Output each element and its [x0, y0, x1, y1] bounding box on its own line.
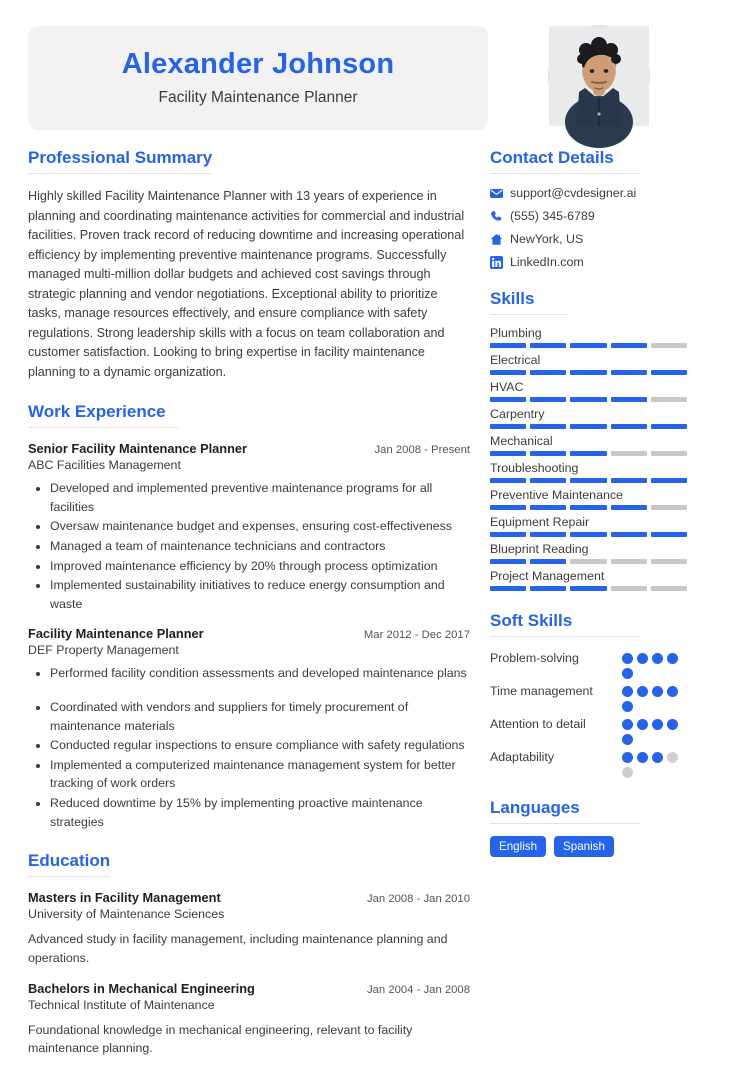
- bullet-item: • Oversaw maintenance budget and expenses, ensuring cost-effectiveness: [50, 517, 470, 536]
- soft-skill-row: [490, 714, 704, 745]
- skill-level-bar: [490, 586, 687, 591]
- soft-skill-dot: [652, 752, 663, 763]
- skill-bar-segment: [570, 343, 606, 348]
- skill-level-bar: [490, 478, 687, 483]
- skill-bar-segment: [490, 343, 526, 348]
- skill-bar-segment: [530, 451, 566, 456]
- skill-level-bar: [490, 424, 687, 429]
- entry-description: Advanced study in facility management, including maintenance planning and operations.: [28, 932, 448, 965]
- skill-bar-segment: [611, 424, 647, 429]
- soft-skill-dot: [667, 653, 678, 664]
- soft-skill-dot: [652, 653, 663, 664]
- linkedin-icon: [490, 256, 510, 269]
- skill-name: Electrical: [490, 353, 541, 367]
- skill-bar-segment: [611, 478, 647, 483]
- entry-title: Masters in Facility Management: [28, 890, 221, 906]
- entry-date: Mar 2012 - Dec 2017: [363, 629, 470, 642]
- soft-skill-dot: [622, 686, 633, 697]
- language-pill: Spanish: [554, 836, 614, 857]
- soft-skill-dot: [622, 734, 633, 745]
- section-heading-contact: Contact Details: [490, 148, 640, 174]
- bullet-item: • Implemented sustainability initiatives to reduce energy consumption and waste: [50, 576, 470, 613]
- skill-bar-segment: [490, 424, 526, 429]
- education-entry-list: [28, 890, 470, 1057]
- skill-bar-segment: [490, 586, 526, 591]
- skill-bar-segment: [570, 451, 606, 456]
- home-icon: [490, 233, 510, 246]
- entry-organization: Technical Institute of Maintenance: [28, 997, 215, 1012]
- entry-organization: DEF Property Management: [28, 643, 179, 658]
- skill-bar-segment: [570, 586, 606, 591]
- avatar: [549, 26, 649, 126]
- section-heading-work-experience: Work Experience: [28, 402, 178, 428]
- soft-skills-list: [490, 648, 704, 778]
- skill-bar-segment: [530, 505, 566, 510]
- skill-bar-segment: [570, 559, 606, 564]
- contact-list: [490, 186, 704, 269]
- entry-header: [28, 981, 470, 996]
- entry-bullet-list: [28, 479, 470, 613]
- sidebar-column: [490, 148, 704, 1078]
- entry-date: Jan 2004 - Jan 2008: [366, 983, 470, 996]
- skill-bar-segment: [651, 424, 687, 429]
- skill-name: Equipment Repair: [490, 515, 590, 529]
- main-column: [28, 148, 490, 1078]
- skill-bar-segment: [651, 397, 687, 402]
- skill-row: [490, 488, 704, 510]
- section-heading-education: Education: [28, 851, 110, 877]
- entry-header: [28, 626, 470, 641]
- resume-header: [0, 0, 730, 130]
- bullet-item: • Developed and implemented preventive maintenance programs for all facilities: [50, 479, 470, 516]
- contact-item[interactable]: [490, 209, 704, 223]
- skill-bar-segment: [570, 478, 606, 483]
- section-skills: [490, 289, 704, 591]
- soft-skill-dot: [622, 719, 633, 730]
- soft-skill-name: Adaptability: [490, 750, 555, 764]
- skill-bar-segment: [530, 424, 566, 429]
- skill-bar-segment: [611, 532, 647, 537]
- soft-skill-row: [490, 681, 704, 712]
- skill-name: Plumbing: [490, 326, 542, 340]
- work-entry: [28, 626, 470, 831]
- soft-skill-name: Problem-solving: [490, 651, 579, 665]
- skill-bar-segment: [530, 478, 566, 483]
- entry-header: [28, 441, 470, 456]
- skill-name: Mechanical: [490, 434, 553, 448]
- entry-title: Senior Facility Maintenance Planner: [28, 441, 248, 457]
- skill-row: [490, 515, 704, 537]
- bullet-item: • Conducted regular inspections to ensure compliance with safety regulations: [50, 736, 470, 755]
- skill-bar-segment: [611, 559, 647, 564]
- soft-skill-dots: [622, 681, 690, 712]
- entry-description: Foundational knowledge in mechanical engineering, relevant to facility maintenance planning.: [28, 1022, 413, 1056]
- bullet-item: • Performed facility condition assessments and developed maintenance plans: [50, 664, 470, 683]
- soft-skill-name: Attention to detail: [490, 717, 586, 731]
- skill-bar-segment: [611, 397, 647, 402]
- skill-row: [490, 326, 704, 348]
- skill-name: Blueprint Reading: [490, 542, 589, 556]
- skill-bar-segment: [490, 478, 526, 483]
- soft-skill-dot: [622, 701, 633, 712]
- skill-bar-segment: [530, 586, 566, 591]
- skill-name: HVAC: [490, 380, 524, 394]
- contact-item[interactable]: [490, 255, 704, 269]
- section-education: [28, 851, 470, 1057]
- skills-list: [490, 326, 704, 591]
- contact-value: NewYork, US: [510, 232, 584, 246]
- skill-bar-segment: [611, 370, 647, 375]
- contact-value: (555) 345-6789: [510, 209, 595, 223]
- skill-name: Carpentry: [490, 407, 545, 421]
- soft-skill-dot: [637, 752, 648, 763]
- skill-bar-segment: [490, 370, 526, 375]
- skill-bar-segment: [611, 343, 647, 348]
- skill-level-bar: [490, 451, 687, 456]
- skill-row: [490, 461, 704, 483]
- skill-bar-segment: [490, 559, 526, 564]
- skill-bar-segment: [570, 505, 606, 510]
- soft-skill-dot: [622, 767, 633, 778]
- soft-skill-dot: [622, 668, 633, 679]
- entry-title: Facility Maintenance Planner: [28, 626, 204, 642]
- skill-row: [490, 542, 704, 564]
- summary-text: Highly skilled Facility Maintenance Planner with 13 years of experience in planning and coordinating maintenance activities for commercial and industrial facilities. Proven track record of reducing downtime and increasing operational efficiency by implementing preventive maintenance programs. Successfully managed multi-million dollar budgets and achieved cost savings through strategic planning and vendor negotiations. Exceptional ability to prioritize tasks, manage resources effectively, and ensure compliance with safety regulations. Strong leadership skills with a focus on team collaboration and customer satisfaction. Looking to bring expertise in facility maintenance planning to a dynamic organization.: [28, 189, 465, 379]
- skill-row: [490, 407, 704, 429]
- entry-date: Jan 2008 - Jan 2010: [366, 893, 470, 906]
- skill-bar-segment: [651, 478, 687, 483]
- section-contact-details: [490, 148, 704, 269]
- skill-bar-segment: [611, 586, 647, 591]
- skill-row: [490, 380, 704, 402]
- name-card: [28, 26, 488, 130]
- skill-bar-segment: [611, 505, 647, 510]
- skill-level-bar: [490, 559, 687, 564]
- skill-bar-segment: [570, 532, 606, 537]
- skill-bar-segment: [570, 424, 606, 429]
- skill-bar-segment: [651, 586, 687, 591]
- contact-item[interactable]: [490, 232, 704, 246]
- language-list: [490, 836, 704, 857]
- section-languages: [490, 798, 704, 857]
- soft-skill-dot: [637, 686, 648, 697]
- skill-bar-segment: [530, 397, 566, 402]
- skill-bar-segment: [490, 532, 526, 537]
- skill-level-bar: [490, 370, 687, 375]
- job-title: Facility Maintenance Planner: [158, 89, 358, 107]
- bullet-item: • Reduced downtime by 15% by implementing proactive maintenance strategies: [50, 794, 470, 831]
- soft-skill-dot: [667, 752, 678, 763]
- skill-bar-segment: [651, 532, 687, 537]
- skill-level-bar: [490, 532, 687, 537]
- soft-skill-dots: [622, 747, 690, 778]
- skill-bar-segment: [570, 370, 606, 375]
- bullet-item: • Improved maintenance efficiency by 20% through process optimization: [50, 557, 470, 576]
- skill-bar-segment: [490, 451, 526, 456]
- entry-organization: University of Maintenance Sciences: [28, 907, 225, 922]
- skill-bar-segment: [490, 505, 526, 510]
- contact-value: support@cvdesigner.ai: [510, 186, 637, 200]
- photo-container: [488, 26, 704, 126]
- resume-body: [0, 148, 730, 1078]
- skill-row: [490, 434, 704, 456]
- skill-bar-segment: [611, 451, 647, 456]
- section-soft-skills: [490, 611, 704, 778]
- skill-bar-segment: [530, 370, 566, 375]
- education-entry: [28, 890, 470, 967]
- entry-header: [28, 890, 470, 905]
- soft-skill-dot: [667, 719, 678, 730]
- section-heading-languages: Languages: [490, 798, 640, 824]
- soft-skill-dot: [622, 752, 633, 763]
- skill-bar-segment: [651, 343, 687, 348]
- skill-bar-segment: [490, 397, 526, 402]
- soft-skill-dots: [622, 648, 690, 679]
- section-heading-summary: Professional Summary: [28, 148, 212, 174]
- skill-bar-segment: [651, 451, 687, 456]
- skill-level-bar: [490, 397, 687, 402]
- soft-skill-dot: [652, 686, 663, 697]
- entry-title: Bachelors in Mechanical Engineering: [28, 980, 255, 996]
- profile-photo-icon: [549, 26, 649, 126]
- section-professional-summary: [28, 148, 470, 382]
- phone-icon: [490, 210, 510, 223]
- education-entry: [28, 981, 470, 1058]
- skill-level-bar: [490, 343, 687, 348]
- language-pill: English: [490, 836, 546, 857]
- skill-level-bar: [490, 505, 687, 510]
- section-heading-skills: Skills: [490, 289, 568, 315]
- skill-name: Preventive Maintenance: [490, 488, 623, 502]
- soft-skill-dot: [637, 719, 648, 730]
- skill-name: Troubleshooting: [490, 461, 579, 475]
- skill-bar-segment: [651, 370, 687, 375]
- entry-organization: ABC Facilities Management: [28, 458, 181, 473]
- work-entry: [28, 441, 470, 613]
- page-title: Alexander Johnson: [121, 47, 395, 80]
- soft-skill-row: [490, 747, 704, 778]
- soft-skill-dot: [637, 653, 648, 664]
- soft-skill-dot: [667, 686, 678, 697]
- soft-skill-dot: [652, 719, 663, 730]
- bullet-item: • Implemented a computerized maintenance management system for better tracking of work orders: [50, 756, 470, 793]
- contact-item[interactable]: [490, 186, 704, 200]
- skill-bar-segment: [530, 559, 566, 564]
- envelope-icon: [490, 187, 510, 200]
- contact-value: LinkedIn.com: [510, 255, 584, 269]
- skill-name: Project Management: [490, 569, 605, 583]
- skill-row: [490, 353, 704, 375]
- skill-bar-segment: [530, 532, 566, 537]
- soft-skill-dots: [622, 714, 690, 745]
- bullet-item: • Coordinated with vendors and suppliers for timely procurement of maintenance materials: [50, 698, 470, 735]
- soft-skill-row: [490, 648, 704, 679]
- section-heading-soft-skills: Soft Skills: [490, 611, 640, 637]
- skill-row: [490, 569, 704, 591]
- skill-bar-segment: [570, 397, 606, 402]
- entry-bullet-list: [28, 664, 470, 831]
- bullet-item: • Managed a team of maintenance technicians and contractors: [50, 537, 470, 556]
- section-work-experience: [28, 402, 470, 831]
- soft-skill-dot: [622, 653, 633, 664]
- skill-bar-segment: [651, 505, 687, 510]
- soft-skill-name: Time management: [490, 684, 593, 698]
- work-entry-list: [28, 441, 470, 831]
- skill-bar-segment: [530, 343, 566, 348]
- skill-bar-segment: [651, 559, 687, 564]
- entry-date: Jan 2008 - Present: [374, 444, 470, 457]
